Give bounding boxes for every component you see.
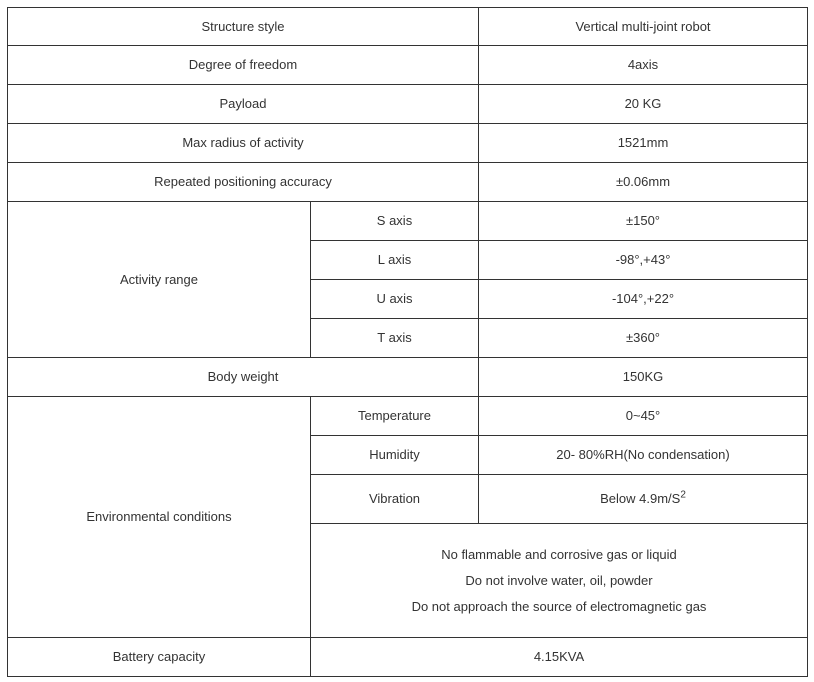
battery-capacity-label: Battery capacity [8,638,311,677]
accuracy-value: ±0.06mm [479,163,808,202]
humidity-value: 20- 80%RH(No condensation) [479,436,808,475]
u-axis-value: -104°,+22° [479,280,808,319]
table-row [8,8,808,46]
t-axis-label: T axis [311,319,479,358]
t-axis-value: ±360° [479,319,808,358]
vibration-value: Below 4.9m/S [600,491,681,507]
u-axis-label: U axis [311,280,479,319]
table-row [8,397,808,436]
body-weight-label: Body weight [8,358,479,397]
battery-capacity-value: 4.15KVA [311,638,808,677]
l-axis-label: L axis [311,241,479,280]
table-row [8,46,808,85]
temperature-label: Temperature [311,397,479,436]
vibration-label: Vibration [311,475,479,524]
structure-style-label: Structure style [8,8,479,46]
environmental-conditions-label: Environmental conditions [8,397,311,638]
environment-notes [311,524,808,638]
temperature-value: 0~45° [479,397,808,436]
dof-value: 4axis [479,46,808,85]
table-row [8,202,808,241]
note-line: No flammable and corrosive gas or liquid [441,546,677,562]
dof-label: Degree of freedom [8,46,479,85]
structure-style-value: Vertical multi-joint robot [479,8,808,46]
radius-label: Max radius of activity [8,124,479,163]
humidity-label: Humidity [311,436,479,475]
activity-range-label: Activity range [8,202,311,358]
s-axis-label: S axis [311,202,479,241]
note-line: Do not approach the source of electromagnetic gas [411,598,707,614]
body-weight-value: 150KG [479,358,808,397]
table-row [8,124,808,163]
s-axis-value: ±150° [479,202,808,241]
spec-table [7,7,808,677]
vibration-exponent: 2 [680,489,686,501]
table-row [8,638,808,677]
note-line: Do not involve water, oil, powder [465,572,653,588]
table-row [8,358,808,397]
payload-value: 20 KG [479,85,808,124]
l-axis-value: -98°,+43° [479,241,808,280]
radius-value: 1521mm [479,124,808,163]
accuracy-label: Repeated positioning accuracy [8,163,479,202]
table-row [8,163,808,202]
payload-label: Payload [8,85,479,124]
table-row [8,85,808,124]
vibration-value-cell [479,475,808,524]
